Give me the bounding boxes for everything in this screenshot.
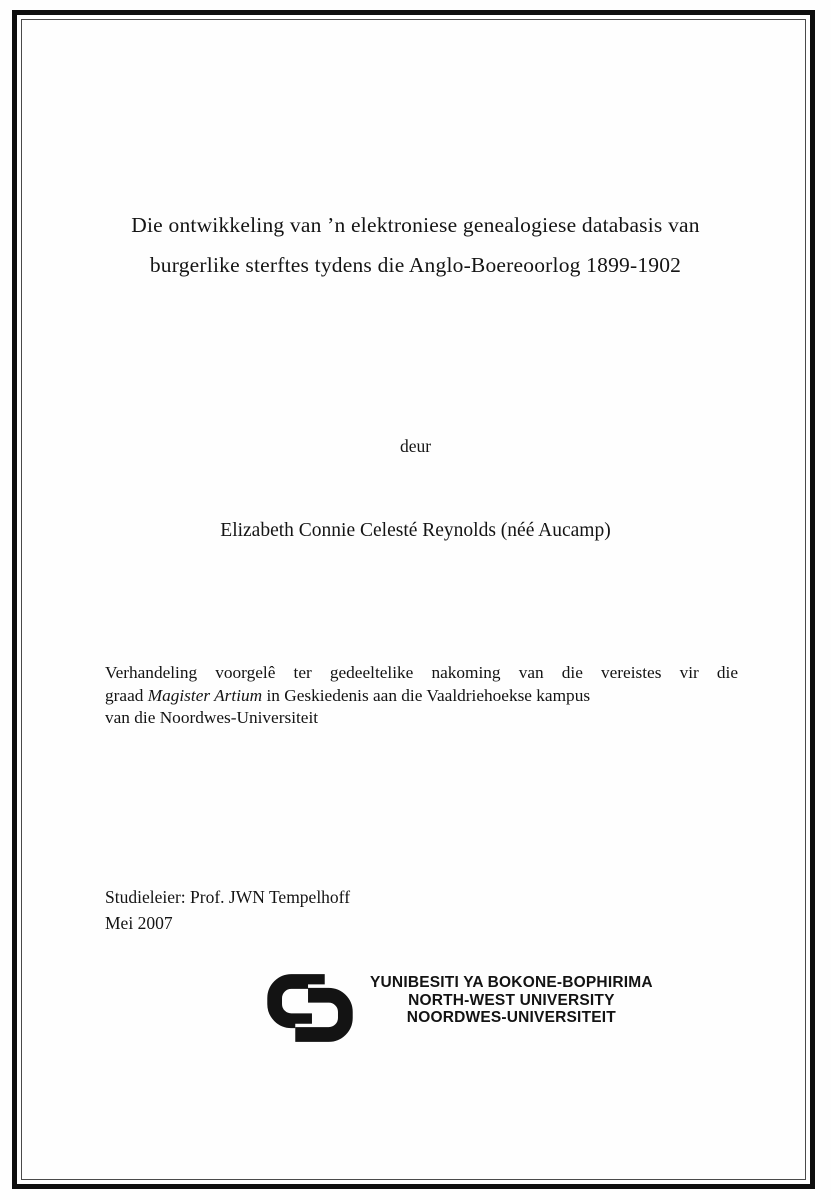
statement-line-2-prefix: graad — [105, 685, 148, 705]
degree-statement — [105, 662, 738, 730]
university-wordmark — [370, 974, 653, 1027]
supervisor-line: Studieleier: Prof. JWN Tempelhoff — [105, 887, 351, 907]
supervisor-block — [105, 884, 350, 936]
page-title — [0, 205, 831, 285]
wordmark-english: NORTH-WEST UNIVERSITY — [408, 991, 615, 1009]
statement-line-3: van die Noordwes-Universiteit — [105, 708, 319, 727]
date-line: Mei 2007 — [105, 913, 173, 933]
nwu-chain-link-icon — [256, 968, 364, 1048]
statement-line-2-suffix: in Geskiedenis aan die Vaaldriehoekse kampus — [262, 685, 591, 705]
degree-name-italic: Magister Artium — [147, 685, 263, 705]
title-line-2: burgerlike sterftes tydens die Anglo-Boereoorlog 1899-1902 — [149, 253, 682, 277]
wordmark-setswana: YUNIBESITI YA BOKONE-BOPHIRIMA — [370, 974, 653, 991]
byline: deur — [399, 436, 432, 456]
statement-line-2 — [105, 685, 738, 708]
statement-line-1: Verhandeling voorgelê ter gedeeltelike nakoming van die vereistes vir die — [105, 663, 738, 682]
wordmark-afrikaans: NOORDWES-UNIVERSITEIT — [406, 1009, 616, 1026]
title-line-1: Die ontwikkeling van ’n elektroniese genealogiese databasis van — [131, 213, 700, 237]
university-logo — [256, 968, 653, 1048]
author-name: Elizabeth Connie Celesté Reynolds (néé Aucamp) — [220, 520, 611, 541]
